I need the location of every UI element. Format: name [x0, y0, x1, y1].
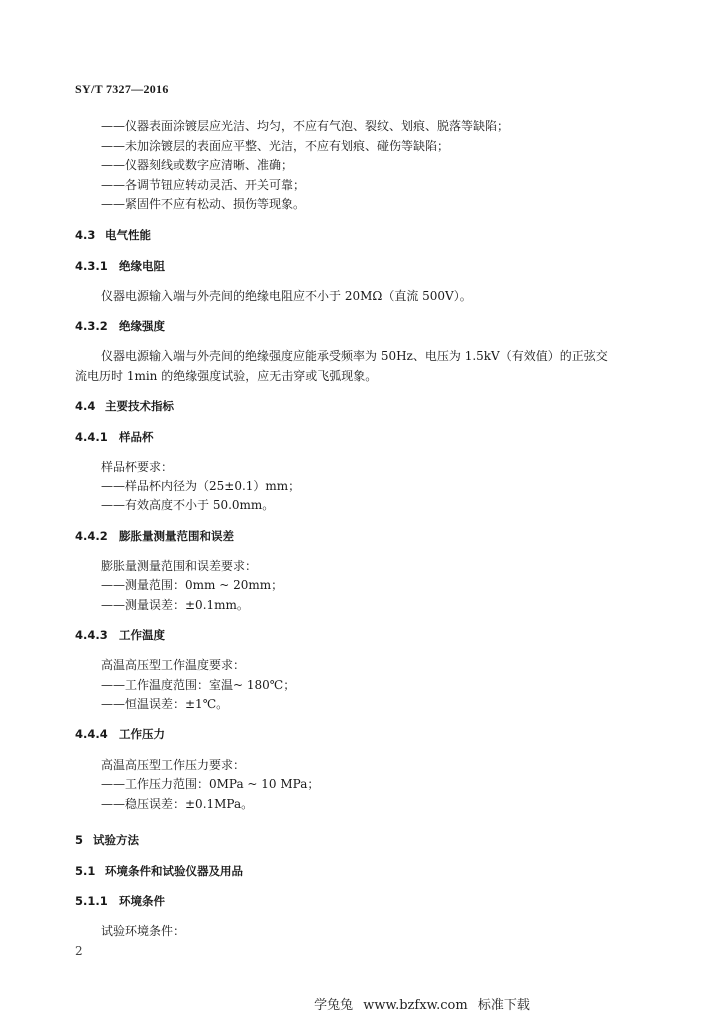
section-heading-4-3-2: [75, 318, 165, 334]
list-item: ——紧固件不应有松动、损伤等现象。: [101, 197, 306, 211]
section-title: 主要技术指标: [105, 399, 174, 413]
list-item: ——测量范围：0mm ~ 20mm；: [101, 578, 284, 592]
section-title: 环境条件: [119, 894, 165, 908]
list-item: ——测量误差：±0.1mm。: [101, 598, 249, 612]
list-intro: 试验环境条件：: [101, 924, 186, 938]
section-heading-4-4-2: [75, 528, 234, 544]
section-title: 工作温度: [119, 628, 165, 642]
list-item: ——各调节钮应转动灵活、开关可靠；: [101, 178, 306, 192]
list-item: ——样品杯内径为（25±0.1）mm；: [101, 479, 301, 493]
paragraph: 仪器电源输入端与外壳间的绝缘电阻应不小于 20MΩ（直流 500V）。: [101, 289, 472, 303]
section-title: 绝缘电阻: [119, 259, 165, 273]
section-title: 绝缘强度: [119, 319, 165, 333]
section-number: 4.4.1: [75, 430, 108, 444]
list-intro: 高温高压型工作压力要求：: [101, 758, 246, 772]
list-intro: 高温高压型工作温度要求：: [101, 658, 246, 672]
list-item: ——有效高度不小于 50.0mm。: [101, 498, 275, 512]
footer-url[interactable]: www.bzfxw.com: [363, 998, 468, 1013]
section-title: 工作压力: [119, 727, 165, 741]
footer-site-name: 学兔兔: [314, 998, 354, 1013]
section-number: 5.1.1: [75, 894, 108, 908]
section-number: 4.4.3: [75, 628, 108, 642]
standard-code: SY/T 7327—2016: [75, 82, 169, 96]
section-number: 4.3.1: [75, 259, 108, 273]
section-heading-5-1: [75, 863, 243, 879]
section-title: 试验方法: [93, 833, 139, 847]
section-title: 膨胀量测量范围和误差: [119, 529, 234, 543]
list-intro: 样品杯要求：: [101, 460, 174, 474]
section-heading-5-1-1: [75, 893, 165, 909]
list-item: ——仪器刻线或数字应清晰、准确；: [101, 158, 294, 172]
section-number: 5: [75, 833, 84, 847]
section-number: 4.4.4: [75, 727, 108, 741]
section-heading-4-4-3: [75, 627, 165, 643]
section-number: 4.3.2: [75, 319, 108, 333]
list-item: ——仪器表面涂镀层应光洁、均匀，不应有气泡、裂纹、划痕、脱落等缺陷；: [101, 119, 510, 133]
list-item: ——恒温误差：±1℃。: [101, 697, 229, 711]
section-heading-5: [75, 832, 139, 848]
section-heading-4-4-1: [75, 429, 154, 445]
section-title: 样品杯: [119, 430, 154, 444]
list-item: ——稳压误差：±0.1MPa。: [101, 797, 254, 811]
paragraph-line: 仪器电源输入端与外壳间的绝缘强度应能承受频率为 50Hz、电压为 1.5kV（有效值）的正弦交: [101, 349, 608, 363]
footer-slogan: 标准下载: [477, 998, 530, 1013]
section-number: 4.4.2: [75, 529, 108, 543]
section-heading-4-3-1: [75, 258, 165, 274]
list-item: ——工作温度范围：室温~ 180℃；: [101, 678, 296, 692]
section-number: 4.3: [75, 228, 96, 242]
paragraph-line: 流电历时 1min 的绝缘强度试验，应无击穿或飞弧现象。: [75, 369, 378, 383]
section-heading-4-3: [75, 227, 151, 243]
section-number: 4.4: [75, 399, 96, 413]
section-number: 5.1: [75, 864, 96, 878]
list-item: ——工作压力范围：0MPa ~ 10 MPa；: [101, 777, 320, 791]
section-title: 电气性能: [105, 228, 151, 242]
section-heading-4-4-4: [75, 726, 165, 742]
list-item: ——未加涂镀层的表面应平整、光洁，不应有划痕、碰伤等缺陷；: [101, 139, 450, 153]
footer-watermark: [0, 994, 724, 1013]
section-heading-4-4: [75, 398, 174, 414]
list-intro: 膨胀量测量范围和误差要求：: [101, 559, 258, 573]
page-number: 2: [75, 944, 83, 958]
section-title: 环境条件和试验仪器及用品: [105, 864, 243, 878]
